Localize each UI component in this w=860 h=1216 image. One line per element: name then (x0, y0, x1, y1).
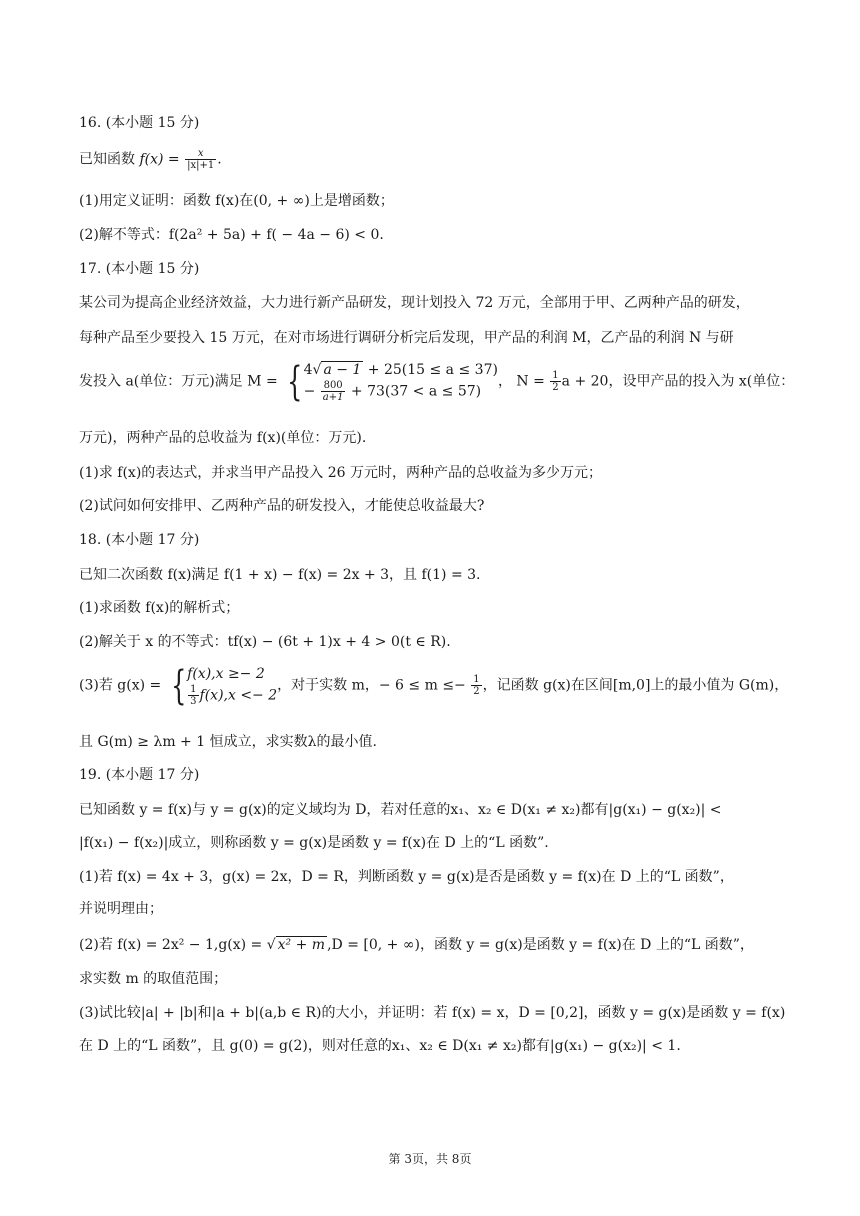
q19-line-1: 已知函数 y = f(x)与 y = g(x)的定义域均为 D，若对任意的x₁、x₂ ∈ D(x₁ ≠ x₂)都有|g(x₁) − g(x₂)| < (79, 802, 722, 818)
q18-line-2: (1)求函数 f(x)的解析式； (79, 600, 240, 616)
q18-line-3: (2)解关于 x 的不等式：tf(x) − (6t + 1)x + 4 > 0(t ∈ R). (79, 634, 451, 650)
q16-line-2: (1)用定义证明：函数 f(x)在(0, + ∞)上是增函数； (79, 193, 394, 209)
q17-case-1: 4√ a − 1 + 25(15 ≤ a ≤ 37) (303, 362, 498, 378)
q19-line-5 (79, 935, 800, 955)
q19-header: 19. (本小题 17 分) (79, 767, 200, 783)
q18-l4-mid: ，对于实数 m，− 6 ≤ m ≤− (277, 677, 471, 694)
q16-l1-end: . (217, 151, 222, 168)
q17-brace: { (287, 358, 303, 405)
q18-case-2: $\frac{1}{3}$ f(x),x <− 2 (190, 684, 278, 707)
q16-l1-func: f(x) = (139, 151, 185, 168)
q18-line-4 (79, 664, 800, 707)
q18-line-5: 且 G(m) ≥ λm + 1 恒成立，求实数λ的最小值. (79, 734, 377, 750)
q19-l5-end: ,D = [0, + ∞)，函数 y = g(x)是函数 y = f(x)在 D 上的“L 函数”， (327, 937, 754, 953)
q19-sqrt: x² + m (277, 937, 326, 953)
q19-line-4: 并说明理由； (79, 901, 163, 917)
q17-l3-end: a + 20，设甲产品的投入为 x(单位： (561, 373, 795, 390)
sqrt-icon: √ (266, 937, 276, 953)
q19-l5-text: (2)若 f(x) = 2x² − 1,g(x) = (79, 937, 267, 953)
q16-frac-den: |x|+1 (187, 160, 215, 171)
q16-line-3: (2)解不等式：f(2a² + 5a) + f( − 4a − 6) < 0. (79, 227, 384, 243)
q17-l3-text: 发投入 a(单位：万元)满足 M = (79, 373, 283, 390)
q17-line-4: 万元)，两种产品的总收益为 f(x)(单位：万元). (79, 430, 367, 446)
q16-frac-num: x (185, 148, 216, 160)
q17-cases (304, 360, 498, 403)
q17-line-5: (1)求 f(x)的表达式，并求当甲产品投入 26 万元时，两种产品的总收益为多少万元； (79, 465, 602, 481)
q17-line-6: (2)试问如何安排甲、乙两种产品的研发投入，才能使总收益最大? (79, 498, 485, 514)
sqrt-icon: √ (312, 362, 322, 378)
q17-case-2: − $\frac{800}{a+1}$ + 73(37 < a ≤ 57) (303, 380, 482, 403)
q16-fraction (185, 148, 216, 171)
q19-line-6: 求实数 m 的取值范围； (79, 971, 228, 987)
q18-piecewise (166, 664, 277, 707)
q19-line-2: |f(x₁) − f(x₂)|成立，则称函数 y = g(x)是函数 y = f(x)在 D 上的“L 函数”. (79, 835, 549, 851)
q16-header: 16. (本小题 15 分) (79, 115, 200, 131)
q18-case-1: f(x),x ≥− 2 (187, 666, 265, 682)
q17-header: 17. (本小题 15 分) (79, 261, 200, 277)
q17-line-3 (79, 360, 800, 403)
q18-header: 18. (本小题 17 分) (79, 532, 200, 548)
q18-half: $\frac{1}{2}$ (473, 674, 480, 697)
q19-line-3: (1)若 f(x) = 4x + 3，g(x) = 2x，D = R，判断函数 y = g(x)是否是函数 y = f(x)在 D 上的“L 函数”， (79, 869, 734, 885)
q18-l4-end: ，记函数 g(x)在区间[m,0]上的最小值为 G(m)， (482, 677, 789, 694)
q18-l4-text: (3)若 g(x) = (79, 677, 166, 694)
q18-brace: { (170, 662, 187, 709)
q17-line-2: 每种产品至少要投入 15 万元，在对市场进行调研分析完后发现，甲产品的利润 M，乙产品的利润 N 与研 (79, 330, 734, 346)
q16-line-1 (79, 148, 800, 171)
q18-cases (187, 664, 277, 707)
q16-l1-text: 已知函数 (79, 151, 140, 168)
q17-half: $\frac{1}{2}$ (552, 370, 559, 393)
page-footer: 第 3页，共 8页 (388, 1152, 472, 1166)
q18-line-1: 已知二次函数 f(x)满足 f(1 + x) − f(x) = 2x + 3，且 f(1) = 3. (79, 567, 481, 583)
q19-line-8: 在 D 上的“L 函数”，且 g(0) = g(2)，则对任意的x₁、x₂ ∈ D(x₁ ≠ x₂)都有|g(x₁) − g(x₂)| < 1. (79, 1038, 681, 1054)
q17-piecewise (282, 360, 498, 403)
q19-line-7: (3)试比较|a| + |b|和|a + b|(a,b ∈ R)的大小，并证明：若 f(x) = x，D = [0,2]，函数 y = g(x)是函数 y = f(x) (79, 1005, 786, 1021)
q17-line-1: 某公司为提高企业经济效益，大力进行新产品研发，现计划投入 72 万元，全部用于甲、乙两种产品的研发， (79, 295, 750, 311)
q17-l3-n: ， N = (497, 373, 550, 390)
